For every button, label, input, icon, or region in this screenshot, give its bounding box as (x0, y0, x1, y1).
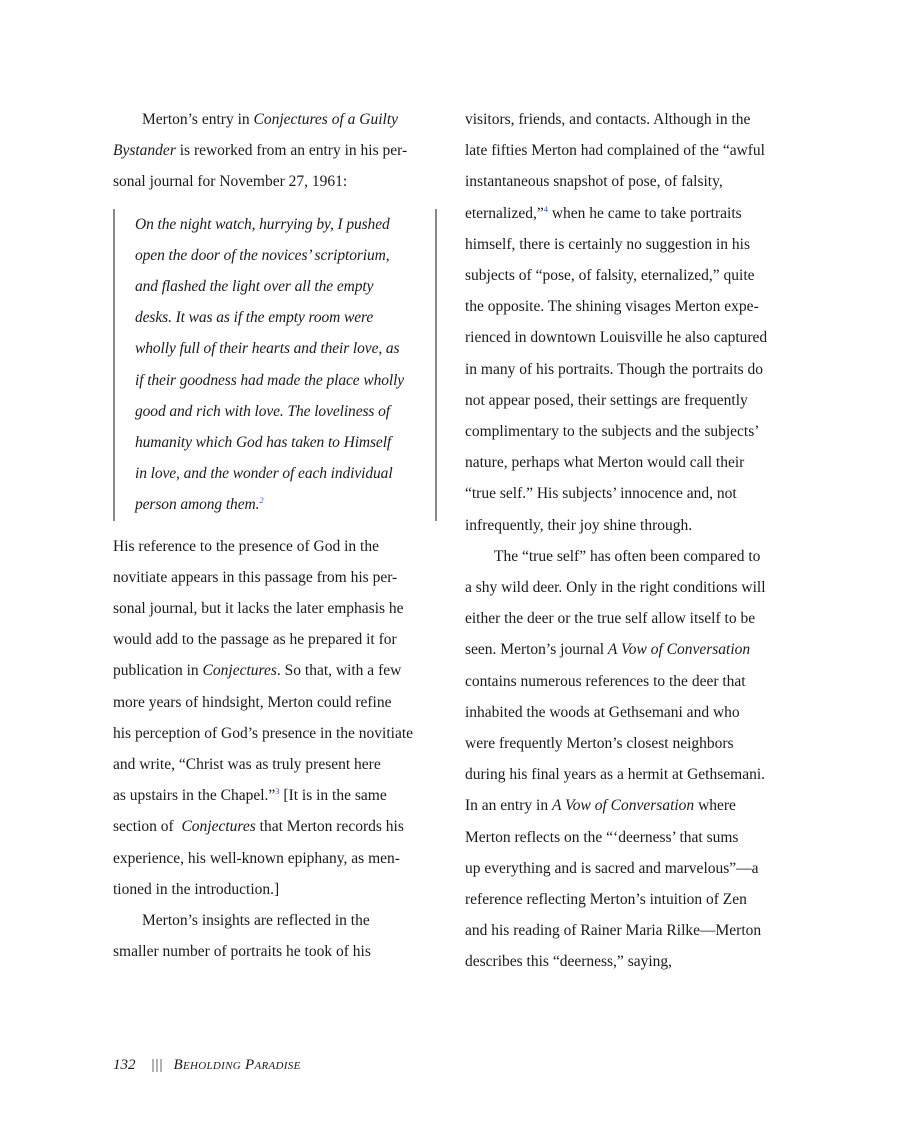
paragraph-insights-portraits: Merton’s insights are reflected in the smaller number of portraits he took of his (113, 912, 371, 961)
quote-line: open the door of the novices’ scriptorium, (135, 246, 390, 264)
block-quote (113, 209, 437, 521)
footnote-marker-4[interactable]: 4 (543, 203, 548, 214)
paragraph-true-self-deer: The “true self” has often been compared to a shy wild deer. Only in the right conditions will either the deer or the true self allow itself to be seen. Merton’s journal A Vow of Conversation contains numerous references to the deer that inhabited the woods at Gethsemani and who were frequently Merton’s closest neighbors during his final years as a hermit at Gethsemani. In an entry in A Vow of Conversation where Merton reflects on the “‘deerness’ that sums up everything and is sacred and marvelous”—a reference reflecting Merton’s intuition of Zen and his reading of Rainer Maria Rilke—Merton describes this “deerness,” saying, (465, 547, 766, 971)
paragraph-conjectures-intro: Merton’s entry in Conjectures of a Guilty Bystander is reworked from an entry in his per- sonal journal for November 27, 1961: (113, 111, 408, 191)
paragraph-presence-of-god: His reference to the presence of God in the novitiate appears in this passage from his per- sonal journal, but it lacks the later emphasis he would add to the passage as he prepared it for publication in Conjectures. So that, with a few more years of hindsight, Merton could refine his perception of God’s presence in the novitiate and write, “Christ was as truly present here as upstairs in the Chapel.”$^3$ [It is in the same section of Conjectures that Merton records his experience, his well-known epiphany, as men- tioned in the introduction.] (113, 537, 414, 898)
running-book-title: Beholding Paradise (173, 1057, 301, 1073)
paragraph-portraits-continued: visitors, friends, and contacts. Although in the late fifties Merton had complained of the “awful instantaneous snapshot of pose, of falsity, eternalized,”$^4$ when he came to take portraits himself, there is certainly no suggestion in his subjects of “pose, of falsity, eternalized,” quite the opposite. The shining visages Merton expe- rienced in downtown Louisville he also captured in many of his portraits. Though the portraits do not appear posed, their settings are frequently complimentary to the subjects and the subjects’ nature, perhaps what Merton would call their “true self.” His subjects’ innocence and, not infrequently, their joy shine through. (465, 111, 768, 534)
quote-line: and flashed the light over all the empty (135, 278, 374, 296)
quote-line: person among them.$^2$ (135, 495, 264, 514)
quote-line: desks. It was as if the empty room were (135, 309, 374, 327)
quote-line: if their goodness had made the place wholly (135, 371, 405, 389)
page-number: 132 (113, 1057, 136, 1073)
quote-line: humanity which God has taken to Himself (135, 434, 392, 452)
quote-line: wholly full of their hearts and their love, as (135, 340, 400, 358)
footnote-marker-3[interactable]: 3 (275, 786, 280, 797)
quote-line: On the night watch, hurrying by, I pushed (135, 215, 390, 233)
footnote-marker-2[interactable]: 2 (259, 495, 264, 506)
quote-line: in love, and the wonder of each individual (135, 465, 393, 483)
quote-line: good and rich with love. The loveliness of (135, 402, 390, 420)
left-column (113, 104, 435, 967)
right-column (465, 104, 790, 978)
page-footer (113, 1053, 301, 1077)
footer-separator: ||| (151, 1057, 164, 1073)
